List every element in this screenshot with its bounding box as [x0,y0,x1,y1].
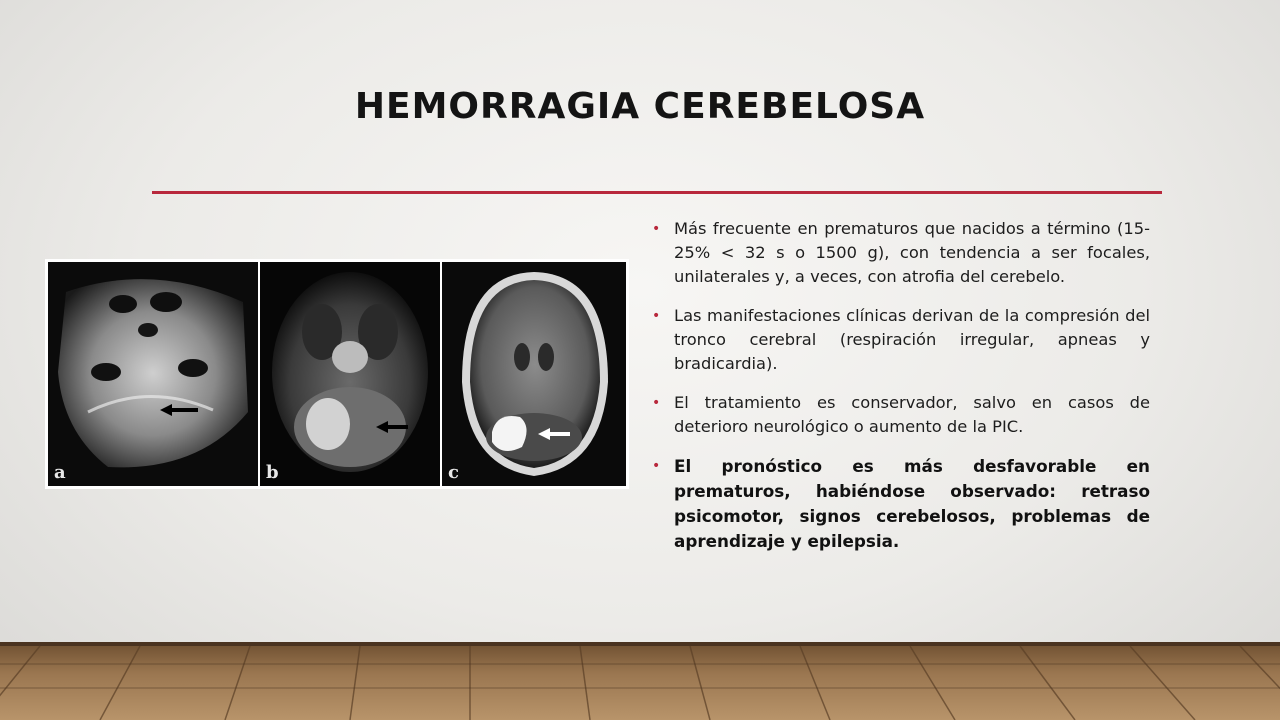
brain-imaging-figure [45,259,629,489]
bullet-list [652,217,1150,569]
panel-c-coronal-mri [442,262,626,486]
bullet-text: El tratamiento es conservador, salvo en casos de deterioro neurológico o aumento de la PIC. [674,393,1150,436]
slide-title: HEMORRAGIA CEREBELOSA [354,86,926,127]
bullet-text: El pronóstico es más desfavorable en prematuros, habiéndose observado: retraso psicomotor, signos cerebelosos, problemas de aprendizaje y epilepsia. [674,456,1150,551]
bullet-item [652,304,1150,376]
svg-text:b: b [266,462,279,483]
bullet-icon: • [652,458,661,474]
bullet-text: Las manifestaciones clínicas derivan de la compresión del tronco cerebral (respiración irregular, apneas y bradicardia). [674,306,1150,373]
bullet-icon: • [652,221,661,237]
bullet-item-prognosis [652,454,1150,554]
svg-text:c: c [448,462,459,483]
panel-a-ultrasound [48,262,258,486]
svg-text:a: a [54,462,66,483]
brain-imaging-panels [48,262,626,486]
wood-floor [0,642,1280,720]
bullet-item [652,217,1150,289]
bullet-icon: • [652,308,661,324]
title-underline [152,191,1162,194]
panel-b-axial-mri [260,262,440,486]
bullet-text: Más frecuente en prematuros que nacidos a término (15-25% < 32 s o 1500 g), con tendencia a ser focales, unilaterales y, a veces, con atrofia del cerebelo. [674,219,1150,286]
bullet-icon: • [652,395,661,411]
bullet-item [652,391,1150,439]
